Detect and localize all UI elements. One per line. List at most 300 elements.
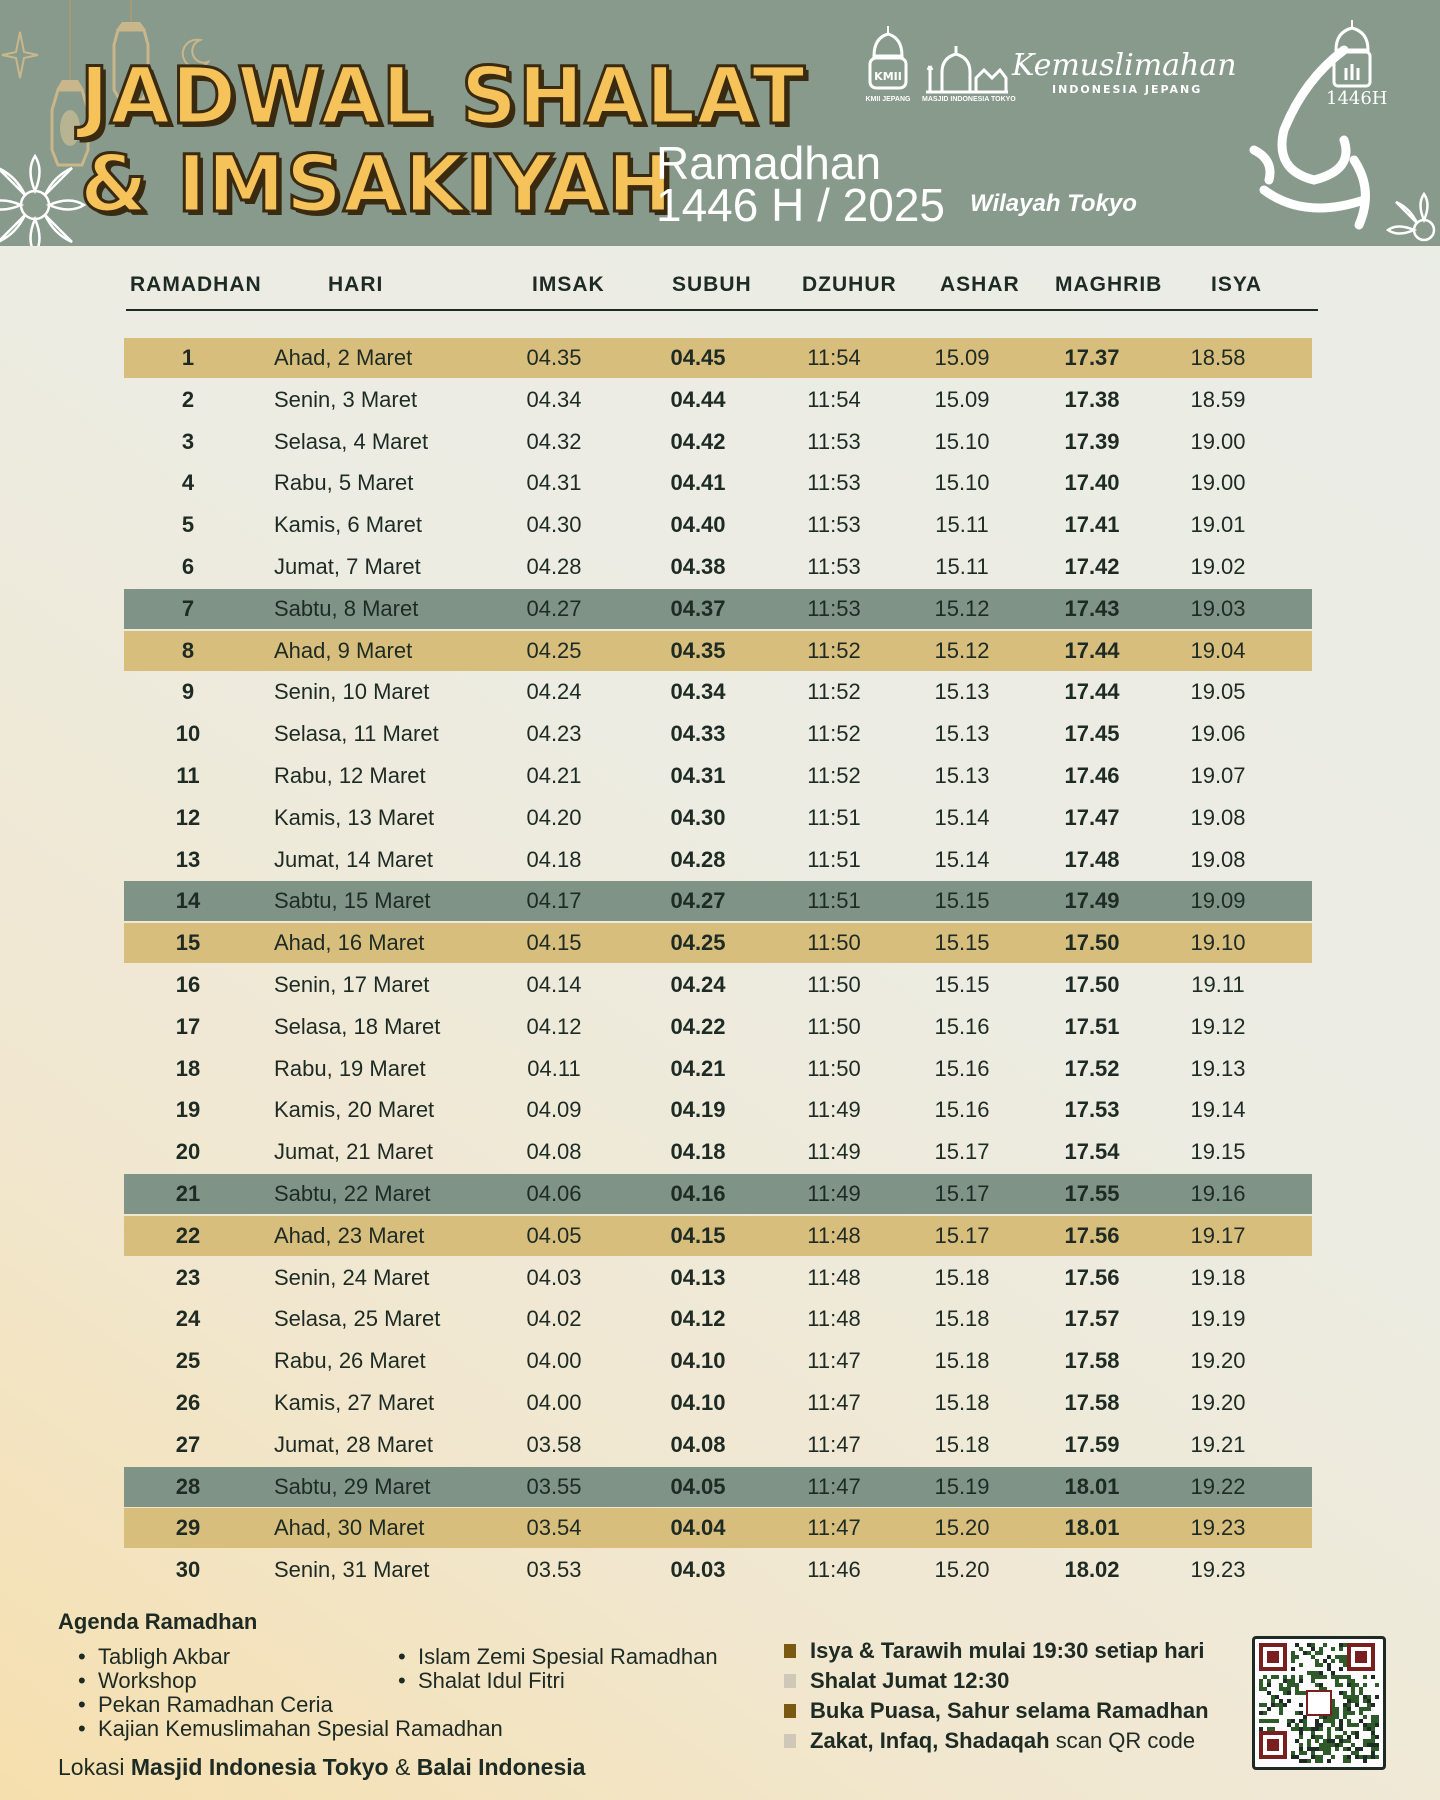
svg-text:KMII: KMII bbox=[874, 70, 902, 83]
cell-no: 24 bbox=[175, 1306, 201, 1332]
cell-no: 22 bbox=[175, 1222, 201, 1248]
cell-ashar: 15.11 bbox=[935, 554, 989, 579]
cell-ashar: 15.10 bbox=[934, 428, 990, 454]
cell-dzuhur: 11:48 bbox=[807, 1306, 861, 1332]
cell-imsak: 04.12 bbox=[526, 1013, 582, 1039]
cell-isya: 19.11 bbox=[1191, 972, 1245, 997]
cell-hari: Jumat, 28 Maret bbox=[274, 1431, 433, 1457]
cell-dzuhur: 11:46 bbox=[807, 1557, 861, 1583]
cell-no: 8 bbox=[181, 637, 195, 663]
cell-isya: 18.59 bbox=[1190, 386, 1246, 412]
cell-subuh: 04.37 bbox=[670, 595, 726, 621]
cell-no: 23 bbox=[175, 1264, 201, 1290]
cell-subuh: 04.34 bbox=[670, 679, 726, 705]
cell-dzuhur: 11:52 bbox=[807, 637, 861, 663]
table-row bbox=[124, 714, 1312, 754]
qr-code-icon[interactable] bbox=[1252, 1636, 1386, 1770]
cell-isya: 19.22 bbox=[1190, 1473, 1246, 1499]
cell-imsak: 04.34 bbox=[526, 386, 582, 412]
cell-subuh: 04.13 bbox=[670, 1264, 726, 1290]
cell-ashar: 15.20 bbox=[934, 1515, 990, 1541]
cell-maghrib: 17.55 bbox=[1064, 1181, 1120, 1206]
cell-ashar: 15.19 bbox=[934, 1473, 990, 1499]
cell-dzuhur: 11:51 bbox=[807, 846, 861, 872]
cell-isya: 19.04 bbox=[1190, 637, 1246, 663]
cell-dzuhur: 11:54 bbox=[807, 386, 861, 412]
cell-dzuhur: 11:50 bbox=[807, 972, 861, 997]
cell-dzuhur: 11:50 bbox=[807, 930, 861, 956]
cell-dzuhur: 11:48 bbox=[807, 1264, 861, 1290]
cell-ashar: 15.16 bbox=[934, 1055, 990, 1081]
cell-maghrib: 17.42 bbox=[1064, 554, 1120, 579]
cell-subuh: 04.21 bbox=[670, 1055, 726, 1081]
cell-hari: Selasa, 11 Maret bbox=[274, 721, 439, 747]
note-text: Isya & Tarawih mulai 19:30 setiap hari bbox=[810, 1638, 1205, 1663]
cell-subuh: 04.12 bbox=[670, 1306, 726, 1332]
cell-dzuhur: 11:47 bbox=[807, 1473, 861, 1499]
cell-dzuhur: 11:47 bbox=[807, 1390, 861, 1415]
cell-ashar: 15.17 bbox=[934, 1222, 990, 1248]
cell-no: 16 bbox=[175, 972, 201, 997]
cell-ashar: 15.20 bbox=[934, 1557, 990, 1583]
agenda-item: • Shalat Idul Fitri bbox=[398, 1669, 718, 1693]
cell-imsak: 04.00 bbox=[526, 1348, 582, 1374]
cell-subuh: 04.33 bbox=[670, 721, 726, 747]
table-row bbox=[124, 1090, 1312, 1130]
cell-ashar: 15.12 bbox=[934, 595, 990, 621]
cell-imsak: 04.32 bbox=[526, 428, 582, 454]
cell-no: 30 bbox=[175, 1557, 201, 1583]
cell-maghrib: 18.01 bbox=[1064, 1515, 1120, 1541]
cell-maghrib: 17.50 bbox=[1064, 930, 1120, 956]
cell-ashar: 15.14 bbox=[934, 846, 990, 872]
table-row bbox=[124, 547, 1312, 587]
cell-hari: Senin, 3 Maret bbox=[274, 386, 418, 412]
note-text: Zakat, Infaq, Shadaqah bbox=[810, 1728, 1050, 1753]
cell-imsak: 04.21 bbox=[526, 763, 582, 788]
mosque-icon bbox=[924, 44, 1010, 96]
cell-imsak: 04.14 bbox=[526, 972, 582, 997]
cell-dzuhur: 11:47 bbox=[807, 1431, 861, 1457]
note-jumat bbox=[784, 1668, 1209, 1698]
cell-maghrib: 17.56 bbox=[1064, 1222, 1120, 1248]
cell-dzuhur: 11:53 bbox=[807, 512, 861, 538]
cell-subuh: 04.45 bbox=[670, 345, 726, 370]
title-line-2: & IMSAKIYAH bbox=[80, 140, 674, 230]
cell-isya: 19.09 bbox=[1190, 888, 1246, 914]
cell-no: 21 bbox=[175, 1181, 201, 1206]
cell-maghrib: 17.43 bbox=[1064, 595, 1120, 621]
cell-maghrib: 17.44 bbox=[1064, 637, 1120, 663]
cell-hari: Jumat, 7 Maret bbox=[274, 554, 421, 579]
notes-list bbox=[784, 1638, 1209, 1758]
cell-no: 27 bbox=[175, 1431, 201, 1457]
cell-isya: 19.19 bbox=[1190, 1306, 1246, 1332]
table-row bbox=[124, 1258, 1312, 1298]
cell-subuh: 04.10 bbox=[670, 1348, 726, 1374]
cell-ashar: 15.13 bbox=[934, 721, 990, 747]
cell-imsak: 04.24 bbox=[526, 679, 582, 705]
table-row bbox=[124, 881, 1312, 921]
cell-imsak: 04.28 bbox=[526, 554, 582, 579]
cell-dzuhur: 11:50 bbox=[807, 1055, 861, 1081]
cell-isya: 19.00 bbox=[1190, 470, 1246, 496]
header-banner bbox=[0, 0, 1440, 246]
location-amp: & bbox=[388, 1754, 417, 1780]
region-label: Wilayah Tokyo bbox=[970, 190, 1137, 217]
cell-dzuhur: 11:47 bbox=[807, 1515, 861, 1541]
cell-dzuhur: 11:49 bbox=[807, 1097, 861, 1123]
kmii-caption: KMII JEPANG bbox=[865, 96, 911, 103]
cell-hari: Senin, 10 Maret bbox=[274, 679, 430, 705]
note-tarawih bbox=[784, 1638, 1209, 1668]
cell-isya: 19.13 bbox=[1190, 1055, 1246, 1081]
agenda-list-2 bbox=[398, 1645, 718, 1693]
cell-hari: Kamis, 6 Maret bbox=[274, 512, 422, 538]
cell-dzuhur: 11:53 bbox=[807, 470, 861, 496]
cell-no: 25 bbox=[175, 1348, 201, 1374]
masjid-caption: MASJID INDONESIA TOKYO bbox=[922, 96, 1016, 103]
cell-isya: 19.12 bbox=[1190, 1013, 1246, 1039]
cell-isya: 19.02 bbox=[1190, 554, 1246, 579]
ramadhan-label: Ramadhan bbox=[656, 137, 882, 189]
agenda-item: • Tabligh Akbar bbox=[78, 1645, 503, 1669]
cell-isya: 19.17 bbox=[1190, 1222, 1246, 1248]
cell-dzuhur: 11:48 bbox=[807, 1222, 861, 1248]
cell-no: 2 bbox=[181, 386, 195, 412]
cell-maghrib: 17.52 bbox=[1064, 1055, 1120, 1081]
cell-no: 9 bbox=[181, 679, 195, 705]
cell-no: 10 bbox=[175, 721, 201, 747]
col-header-ashar: ASHAR bbox=[940, 273, 1020, 296]
cell-subuh: 04.10 bbox=[670, 1390, 726, 1415]
cell-ashar: 15.13 bbox=[934, 679, 990, 705]
table-row bbox=[124, 1508, 1312, 1548]
table-row bbox=[124, 1216, 1312, 1256]
cell-maghrib: 18.01 bbox=[1064, 1473, 1120, 1499]
cell-hari: Selasa, 18 Maret bbox=[274, 1013, 441, 1039]
cell-no: 19 bbox=[175, 1097, 201, 1123]
cell-maghrib: 17.58 bbox=[1064, 1348, 1120, 1374]
cell-maghrib: 17.37 bbox=[1064, 345, 1120, 370]
cell-no: 13 bbox=[175, 846, 201, 872]
cell-dzuhur: 11:52 bbox=[807, 679, 861, 705]
cell-subuh: 04.30 bbox=[670, 804, 726, 830]
cell-subuh: 04.16 bbox=[670, 1181, 726, 1206]
kmii-logo bbox=[858, 22, 918, 103]
cell-maghrib: 17.51 bbox=[1064, 1013, 1120, 1039]
cell-imsak: 03.53 bbox=[526, 1557, 582, 1583]
cell-dzuhur: 11:47 bbox=[807, 1348, 861, 1374]
cell-isya: 19.08 bbox=[1190, 804, 1246, 830]
location-prefix: Lokasi bbox=[58, 1754, 131, 1780]
cell-hari: Senin, 17 Maret bbox=[274, 972, 430, 997]
cell-maghrib: 17.56 bbox=[1064, 1264, 1120, 1290]
table-row bbox=[124, 505, 1312, 545]
location-masjid: Masjid Indonesia Tokyo bbox=[130, 1754, 389, 1780]
cell-subuh: 04.22 bbox=[670, 1013, 726, 1039]
flower-icon bbox=[0, 150, 90, 246]
ramadan-calligraphy-icon bbox=[1244, 40, 1388, 240]
cell-ashar: 15.12 bbox=[934, 637, 990, 663]
table-row bbox=[124, 798, 1312, 838]
cell-isya: 19.10 bbox=[1190, 930, 1246, 956]
table-row bbox=[124, 1132, 1312, 1172]
cell-dzuhur: 11:51 bbox=[807, 804, 861, 830]
cell-isya: 18.58 bbox=[1190, 345, 1246, 370]
cell-subuh: 04.04 bbox=[670, 1515, 726, 1541]
qr-code-pattern bbox=[1255, 1639, 1383, 1767]
cell-maghrib: 17.54 bbox=[1064, 1139, 1120, 1165]
kemuslimahan-script: Kemuslimahan bbox=[1012, 48, 1237, 83]
cell-no: 1 bbox=[181, 345, 195, 370]
cell-imsak: 04.00 bbox=[526, 1390, 582, 1415]
cell-ashar: 15.10 bbox=[934, 470, 990, 496]
mosque-icon bbox=[864, 22, 912, 96]
kemuslimahan-logo bbox=[1012, 48, 1237, 96]
cell-subuh: 04.19 bbox=[670, 1097, 726, 1123]
cell-subuh: 04.40 bbox=[670, 512, 726, 538]
cell-hari: Senin, 31 Maret bbox=[274, 1557, 430, 1583]
cell-subuh: 04.08 bbox=[670, 1431, 726, 1457]
cell-ashar: 15.15 bbox=[934, 972, 990, 997]
cell-isya: 19.07 bbox=[1190, 763, 1246, 788]
cell-maghrib: 17.38 bbox=[1064, 386, 1120, 412]
cell-no: 11 bbox=[176, 763, 200, 788]
cell-isya: 19.03 bbox=[1190, 595, 1246, 621]
cell-hari: Selasa, 4 Maret bbox=[274, 428, 429, 454]
note-marker-icon bbox=[784, 1674, 796, 1688]
cell-dzuhur: 11:49 bbox=[807, 1139, 861, 1165]
agenda-item: • Kajian Kemuslimahan Spesial Ramadhan bbox=[78, 1717, 503, 1741]
table-row bbox=[124, 422, 1312, 462]
cell-maghrib: 17.40 bbox=[1064, 470, 1120, 496]
cell-ashar: 15.18 bbox=[934, 1390, 990, 1415]
cell-dzuhur: 11:51 bbox=[807, 888, 861, 914]
cell-hari: Kamis, 13 Maret bbox=[274, 804, 435, 830]
cell-hari: Jumat, 21 Maret bbox=[274, 1139, 433, 1165]
cell-subuh: 04.38 bbox=[670, 554, 726, 579]
cell-no: 6 bbox=[181, 554, 195, 579]
cell-imsak: 04.06 bbox=[526, 1181, 582, 1206]
cell-maghrib: 18.02 bbox=[1064, 1557, 1120, 1583]
cell-maghrib: 17.41 bbox=[1064, 512, 1120, 538]
table-row bbox=[124, 380, 1312, 420]
cell-maghrib: 17.48 bbox=[1064, 846, 1120, 872]
cell-maghrib: 17.49 bbox=[1064, 888, 1120, 914]
cell-isya: 19.14 bbox=[1190, 1097, 1246, 1123]
col-header-isya: ISYA bbox=[1211, 273, 1263, 296]
location-balai: Balai Indonesia bbox=[416, 1754, 586, 1780]
table-row bbox=[124, 1425, 1312, 1465]
cell-ashar: 15.09 bbox=[934, 345, 990, 370]
cell-maghrib: 17.50 bbox=[1064, 972, 1120, 997]
star-icon bbox=[0, 30, 40, 80]
table-row bbox=[124, 672, 1312, 712]
note-zakat bbox=[784, 1728, 1209, 1758]
cell-no: 17 bbox=[175, 1013, 201, 1039]
table-row bbox=[124, 965, 1312, 1005]
col-header-hari: HARI bbox=[328, 273, 384, 296]
table-row bbox=[124, 1007, 1312, 1047]
cell-subuh: 04.25 bbox=[670, 930, 726, 956]
cell-maghrib: 17.58 bbox=[1064, 1390, 1120, 1415]
cell-ashar: 15.15 bbox=[934, 888, 990, 914]
note-buka-puasa bbox=[784, 1698, 1209, 1728]
masjid-indonesia-tokyo-logo bbox=[922, 44, 1016, 103]
cell-dzuhur: 11:53 bbox=[807, 554, 861, 579]
cell-isya: 19.01 bbox=[1190, 512, 1246, 538]
cell-hari: Rabu, 19 Maret bbox=[274, 1055, 426, 1081]
note-text: Buka Puasa, Sahur selama Ramadhan bbox=[810, 1698, 1209, 1723]
agenda-item: • Islam Zemi Spesial Ramadhan bbox=[398, 1645, 718, 1669]
cell-hari: Rabu, 5 Maret bbox=[274, 470, 414, 496]
cell-isya: 19.08 bbox=[1190, 846, 1246, 872]
table-row bbox=[124, 923, 1312, 963]
note-text: Shalat Jumat 12:30 bbox=[810, 1668, 1010, 1693]
cell-imsak: 04.05 bbox=[526, 1222, 582, 1248]
cell-imsak: 03.55 bbox=[526, 1473, 582, 1499]
cell-subuh: 04.03 bbox=[670, 1557, 726, 1583]
table-row bbox=[124, 338, 1312, 378]
cell-dzuhur: 11:53 bbox=[807, 595, 861, 621]
hijri-year: 1446H bbox=[1326, 88, 1388, 109]
agenda-title: Agenda Ramadhan bbox=[58, 1609, 258, 1634]
cell-hari: Rabu, 12 Maret bbox=[274, 763, 426, 788]
cell-subuh: 04.18 bbox=[670, 1139, 726, 1165]
cell-dzuhur: 11:50 bbox=[807, 1013, 861, 1039]
cell-subuh: 04.31 bbox=[670, 763, 726, 788]
cell-hari: Rabu, 26 Maret bbox=[274, 1348, 426, 1374]
table-row bbox=[124, 1174, 1312, 1214]
cell-no: 4 bbox=[181, 470, 195, 496]
cell-imsak: 04.31 bbox=[526, 470, 582, 496]
cell-maghrib: 17.44 bbox=[1064, 679, 1120, 705]
cell-ashar: 15.18 bbox=[934, 1348, 990, 1374]
cell-subuh: 04.41 bbox=[670, 470, 726, 496]
flower-icon bbox=[1384, 190, 1440, 246]
cell-maghrib: 17.57 bbox=[1064, 1306, 1120, 1332]
cell-no: 12 bbox=[175, 804, 201, 830]
cell-imsak: 03.58 bbox=[526, 1431, 582, 1457]
cell-imsak: 04.18 bbox=[526, 846, 582, 872]
cell-ashar: 15.18 bbox=[934, 1306, 990, 1332]
table-row bbox=[124, 1341, 1312, 1381]
cell-hari: Ahad, 16 Maret bbox=[274, 930, 425, 956]
agenda-item: • Pekan Ramadhan Ceria bbox=[78, 1693, 503, 1717]
cell-hari: Sabtu, 22 Maret bbox=[274, 1181, 431, 1206]
table-row bbox=[124, 631, 1312, 671]
cell-ashar: 15.16 bbox=[934, 1013, 990, 1039]
cell-hari: Ahad, 9 Maret bbox=[274, 637, 413, 663]
cell-hari: Senin, 24 Maret bbox=[274, 1264, 430, 1290]
year-label: 1446 H / 2025 bbox=[656, 179, 946, 231]
cell-no: 5 bbox=[181, 512, 195, 538]
cell-maghrib: 17.59 bbox=[1064, 1431, 1120, 1457]
cell-hari: Jumat, 14 Maret bbox=[274, 846, 433, 872]
cell-maghrib: 17.53 bbox=[1064, 1097, 1120, 1123]
cell-imsak: 04.02 bbox=[526, 1306, 582, 1332]
col-header-ramadhan: RAMADHAN bbox=[130, 273, 262, 296]
cell-subuh: 04.44 bbox=[670, 386, 726, 412]
col-header-dzuhur: DZUHUR bbox=[802, 273, 897, 296]
cell-no: 15 bbox=[175, 930, 201, 956]
cell-subuh: 04.28 bbox=[670, 846, 726, 872]
cell-maghrib: 17.39 bbox=[1064, 428, 1120, 454]
cell-ashar: 15.09 bbox=[934, 386, 990, 412]
cell-imsak: 04.17 bbox=[526, 888, 582, 914]
cell-hari: Kamis, 20 Maret bbox=[274, 1097, 435, 1123]
cell-hari: Sabtu, 15 Maret bbox=[274, 888, 431, 914]
table-row bbox=[124, 463, 1312, 503]
kemuslimahan-sub: INDONESIA JEPANG bbox=[1052, 83, 1203, 96]
cell-ashar: 15.17 bbox=[934, 1181, 990, 1206]
location-line bbox=[58, 1754, 585, 1781]
cell-ashar: 15.14 bbox=[934, 804, 990, 830]
cell-ashar: 15.18 bbox=[934, 1431, 990, 1457]
cell-imsak: 04.27 bbox=[526, 595, 582, 621]
note-marker-icon bbox=[784, 1734, 796, 1748]
cell-ashar: 15.11 bbox=[935, 512, 989, 538]
cell-imsak: 04.09 bbox=[526, 1097, 582, 1123]
cell-no: 26 bbox=[175, 1390, 201, 1415]
note-marker-icon bbox=[784, 1704, 796, 1718]
cell-hari: Ahad, 23 Maret bbox=[274, 1222, 425, 1248]
cell-no: 14 bbox=[175, 888, 201, 914]
cell-no: 20 bbox=[175, 1139, 201, 1165]
cell-hari: Sabtu, 8 Maret bbox=[274, 595, 419, 621]
title-line-1: JADWAL SHALAT bbox=[80, 52, 806, 142]
cell-subuh: 04.15 bbox=[670, 1222, 726, 1248]
col-header-maghrib: MAGHRIB bbox=[1055, 273, 1163, 296]
table-row bbox=[124, 1467, 1312, 1507]
cell-imsak: 04.25 bbox=[526, 637, 582, 663]
cell-dzuhur: 11:52 bbox=[807, 721, 861, 747]
cell-ashar: 15.15 bbox=[934, 930, 990, 956]
cell-imsak: 04.15 bbox=[526, 930, 582, 956]
cell-isya: 19.20 bbox=[1190, 1390, 1246, 1415]
cell-hari: Selasa, 25 Maret bbox=[274, 1306, 441, 1332]
col-header-subuh: SUBUH bbox=[672, 273, 752, 296]
cell-isya: 19.23 bbox=[1190, 1557, 1246, 1583]
cell-ashar: 15.16 bbox=[934, 1097, 990, 1123]
cell-isya: 19.16 bbox=[1190, 1181, 1246, 1206]
cell-maghrib: 17.47 bbox=[1064, 804, 1120, 830]
cell-dzuhur: 11:49 bbox=[807, 1181, 861, 1206]
cell-maghrib: 17.45 bbox=[1064, 721, 1120, 747]
table-row bbox=[124, 840, 1312, 880]
cell-hari: Ahad, 2 Maret bbox=[274, 345, 413, 370]
cell-isya: 19.00 bbox=[1190, 428, 1246, 454]
cell-subuh: 04.24 bbox=[670, 972, 726, 997]
cell-imsak: 04.11 bbox=[527, 1055, 581, 1081]
cell-dzuhur: 11:53 bbox=[807, 428, 861, 454]
cell-isya: 19.06 bbox=[1190, 721, 1246, 747]
table-row bbox=[124, 1299, 1312, 1339]
cell-no: 29 bbox=[175, 1515, 201, 1541]
cell-maghrib: 17.46 bbox=[1064, 763, 1120, 788]
cell-subuh: 04.27 bbox=[670, 888, 726, 914]
note-marker-icon bbox=[784, 1644, 796, 1658]
cell-hari: Sabtu, 29 Maret bbox=[274, 1473, 431, 1499]
table-row bbox=[124, 1383, 1312, 1423]
cell-ashar: 15.18 bbox=[934, 1264, 990, 1290]
cell-subuh: 04.42 bbox=[670, 428, 726, 454]
col-header-imsak: IMSAK bbox=[532, 273, 605, 296]
table-row bbox=[124, 1550, 1312, 1590]
cell-isya: 19.20 bbox=[1190, 1348, 1246, 1374]
cell-isya: 19.18 bbox=[1190, 1264, 1246, 1290]
